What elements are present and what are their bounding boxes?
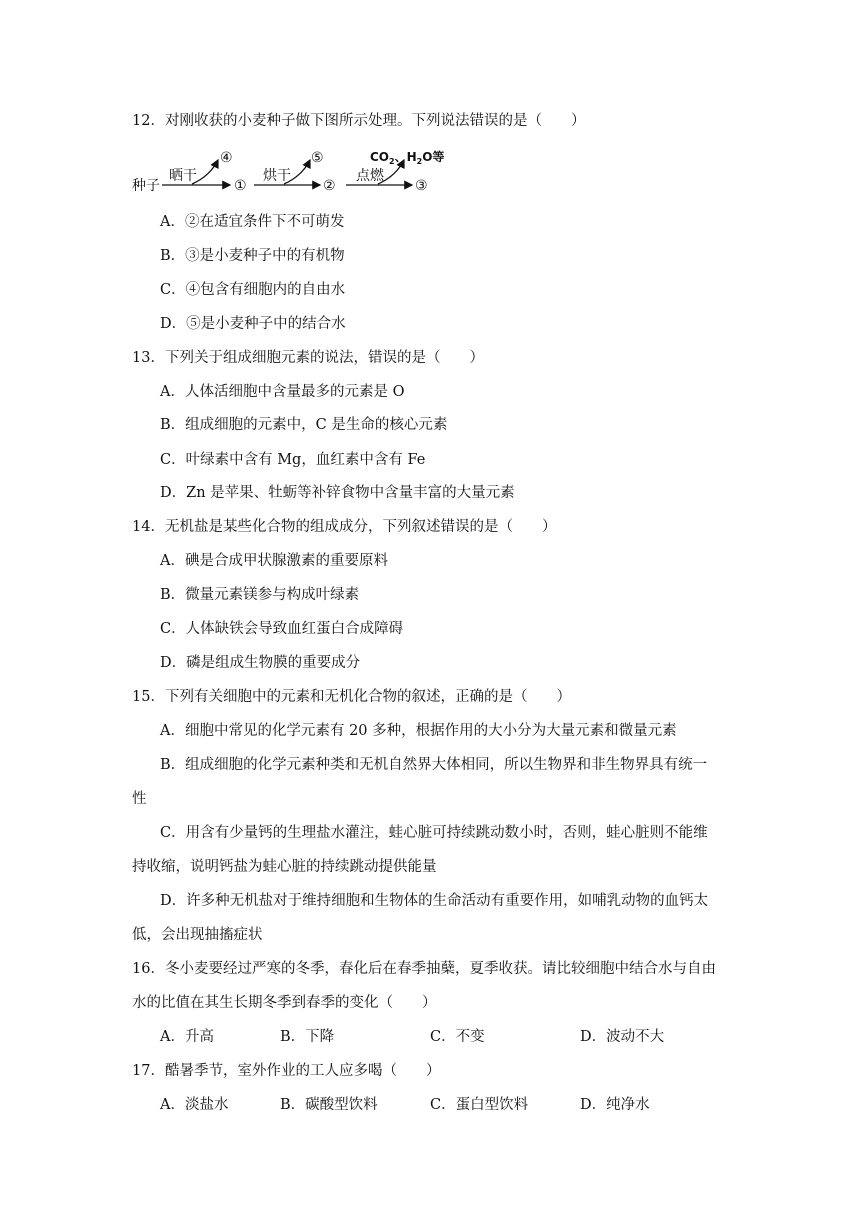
seed-processing-diagram: [130, 146, 450, 198]
q15-option-b-line1: B．组成细胞的化学元素种类和无机自然界大体相同，所以生物界和非生物界具有统一: [160, 757, 708, 773]
diagram-step2-label: 烘干: [263, 168, 291, 184]
q14-option-b: B．微量元素镁参与构成叶绿素: [160, 587, 360, 603]
q15-option-a: A．细胞中常见的化学元素有 20 多种，根据作用的大小分为大量元素和微量元素: [160, 723, 677, 739]
question-16-stem-line1: 16．冬小麦要经过严寒的冬季，春化后在春季抽蘖，夏季收获。请比较细胞中结合水与自由: [132, 961, 716, 977]
diagram-out3-label: ③: [415, 178, 428, 194]
q12-option-d: D．⑤是小麦种子中的结合水: [160, 316, 346, 332]
q15-option-b-line2: 性: [132, 791, 147, 807]
q13-option-d: D．Zn 是苹果、牡蛎等补锌食物中含量丰富的大量元素: [160, 485, 515, 501]
q14-option-a: A．碘是合成甲状腺激素的重要原料: [160, 553, 388, 569]
q14-option-d: D．磷是组成生物膜的重要成分: [160, 655, 361, 671]
diagram-step1-label: 晒干: [169, 168, 197, 184]
question-12-stem: 12．对刚收获的小麦种子做下图所示处理。下列说法错误的是（ ）: [132, 113, 586, 129]
diagram-branch2-label: ⑤: [311, 150, 324, 166]
q12-option-a: A．②在适宜条件下不可萌发: [160, 214, 345, 230]
diagram-branch1-label: ④: [220, 150, 233, 166]
question-16-stem-line2: 水的比值在其生长期冬季到春季的变化（ ）: [132, 995, 437, 1011]
diagram-branch3-label: $CO_2$、$H_2O$等: [370, 150, 445, 166]
question-13-stem: 13．下列关于组成细胞元素的说法，错误的是（ ）: [132, 350, 484, 366]
q16-option-d: D．波动不大: [580, 1029, 665, 1045]
q12-option-b: B．③是小麦种子中的有机物: [160, 248, 345, 264]
q17-option-d: D．纯净水: [580, 1097, 650, 1113]
q15-option-c-line1: C．用含有少量钙的生理盐水灌注，蛙心脏可持续跳动数小时，否则，蛙心脏则不能维: [160, 825, 708, 841]
q12-option-c: C．④包含有细胞内的自由水: [160, 282, 346, 298]
q17-option-a: A．淡盐水: [160, 1097, 229, 1113]
q16-option-b: B．下降: [280, 1029, 335, 1045]
question-15-stem: 15．下列有关细胞中的元素和无机化合物的叙述，正确的是（ ）: [132, 689, 571, 705]
q15-option-d-line1: D．许多种无机盐对于维持细胞和生物体的生命活动有重要作用，如哺乳动物的血钙太: [160, 893, 709, 909]
question-14-stem: 14．无机盐是某些化合物的组成成分，下列叙述错误的是（ ）: [132, 519, 557, 535]
diagram-out1-label: ①: [234, 178, 247, 194]
q15-option-c-line2: 持收缩，说明钙盐为蛙心脏的持续跳动提供能量: [132, 859, 437, 875]
q16-option-a: A．升高: [160, 1029, 214, 1045]
question-17-stem: 17．酷暑季节，室外作业的工人应多喝（ ）: [132, 1063, 441, 1079]
q13-option-a: A．人体活细胞中含量最多的元素是 O: [160, 384, 405, 400]
diagram-out2-label: ②: [323, 178, 336, 194]
q13-option-c: C．叶绿素中含有 Mg，血红素中含有 Fe: [160, 452, 426, 468]
diagram-start-label: 种子: [132, 178, 160, 194]
q16-option-c: C．不变: [430, 1029, 485, 1045]
q17-option-b: B．碳酸型饮料: [280, 1097, 378, 1113]
q14-option-c: C．人体缺铁会导致血红蛋白合成障碍: [160, 621, 404, 637]
diagram-step3-label: 点燃: [356, 168, 384, 184]
q15-option-d-line2: 低，会出现抽搐症状: [132, 927, 263, 943]
q13-option-b: B．组成细胞的元素中，C 是生命的核心元素: [160, 417, 448, 433]
q17-option-c: C．蛋白型饮料: [430, 1097, 529, 1113]
